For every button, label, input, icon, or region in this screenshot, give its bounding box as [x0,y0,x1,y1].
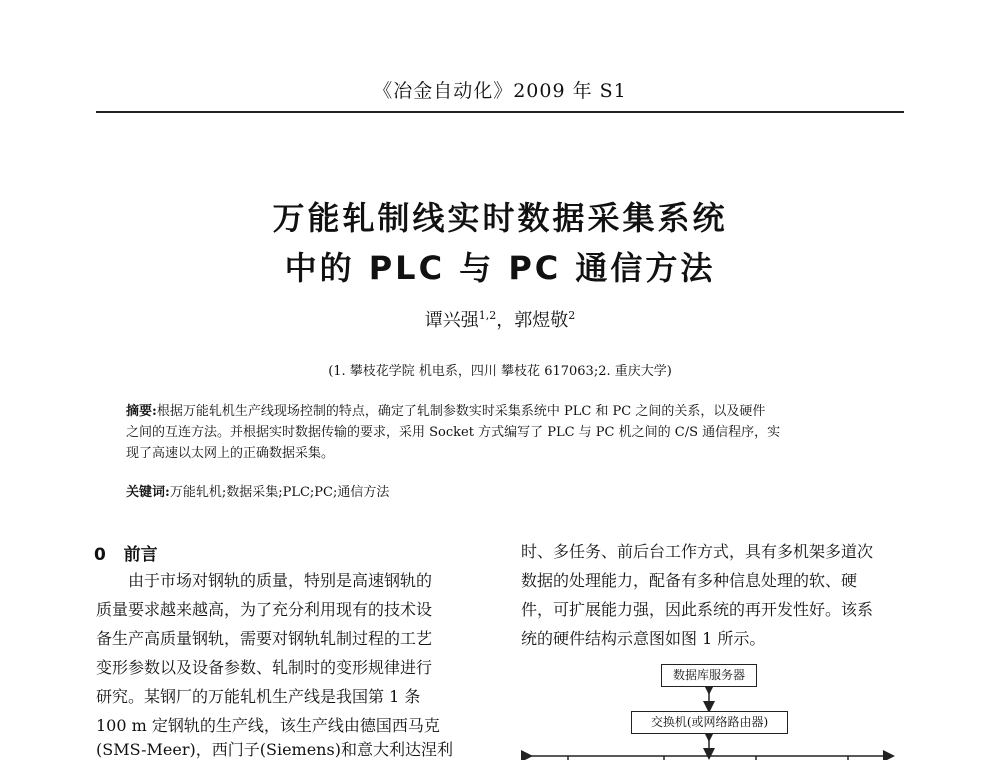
left-column-line: 由于市场对钢轨的质量，特别是高速钢轨的 [96,571,433,590]
author-separator: ， [496,310,515,331]
keywords-label: 关键词: [126,485,170,500]
right-column-line: 时、多任务、前后台工作方式，具有多机架多道次 [521,542,874,561]
affiliation: (1. 攀枝花学院 机电系，四川 攀枝花 617063;2. 重庆大学) [328,364,672,379]
left-column-line: (SMS-Meer)，西门子(Siemens)和意大利达涅利 [96,740,453,759]
paper-title-line-1: 万能轧制线实时数据采集系统 [272,199,728,237]
left-column-line: 变形参数以及设备参数、轧制时的变形规律进行 [96,658,433,677]
left-column-line: 100 m 定钢轨的生产线，该生产线由德国西马克 [96,716,440,735]
right-column-line: 统的硬件结构示意图如图 1 所示。 [521,629,766,648]
author-2: 郭煜敬 [514,310,569,331]
abstract-label: 摘要: [126,404,157,419]
left-column-line: 研究。某钢厂的万能轧机生产线是我国第 1 条 [96,687,421,706]
switch-box: 交换机(或网络路由器) [631,711,788,734]
left-column-line: 备生产高质量钢轨，需要对钢轨轧制过程的工艺 [96,629,433,648]
paper-title-line-2: 中的 PLC 与 PC 通信方法 [284,249,716,287]
right-column-line: 数据的处理能力，配备有多种信息处理的软、硬 [521,571,858,590]
right-column-line: 件，可扩展能力强，因此系统的再开发性好。该系 [521,600,874,619]
database-server-box: 数据库服务器 [661,664,757,687]
abstract-line: 现了高速以太网上的正确数据采集。 [126,446,335,461]
author-1-affiliation-mark: 1,2 [478,309,497,322]
section-number: 0 [94,545,106,565]
left-column-line: 质量要求越来越高，为了充分利用现有的技术设 [96,600,433,619]
author-1: 谭兴强 [424,310,479,331]
author-2-affiliation-mark: 2 [568,309,576,322]
abstract-line: 之间的互连方法。并根据实时数据传输的要求，采用 Socket 方式编写了 PLC 与 PC 机之间的 C/S 通信程序，实 [126,425,781,440]
abstract-text: 根据万能轧机生产线现场控制的特点，确定了轧制参数实时采集系统中 PLC 和 PC 之间的关系，以及硬件 [156,404,766,419]
journal-header: 《冶金自动化》2009 年 S1 [373,80,627,102]
keywords-text: 万能轧机;数据采集;PLC;PC;通信方法 [169,485,390,500]
section-title: 前言 [123,545,158,565]
